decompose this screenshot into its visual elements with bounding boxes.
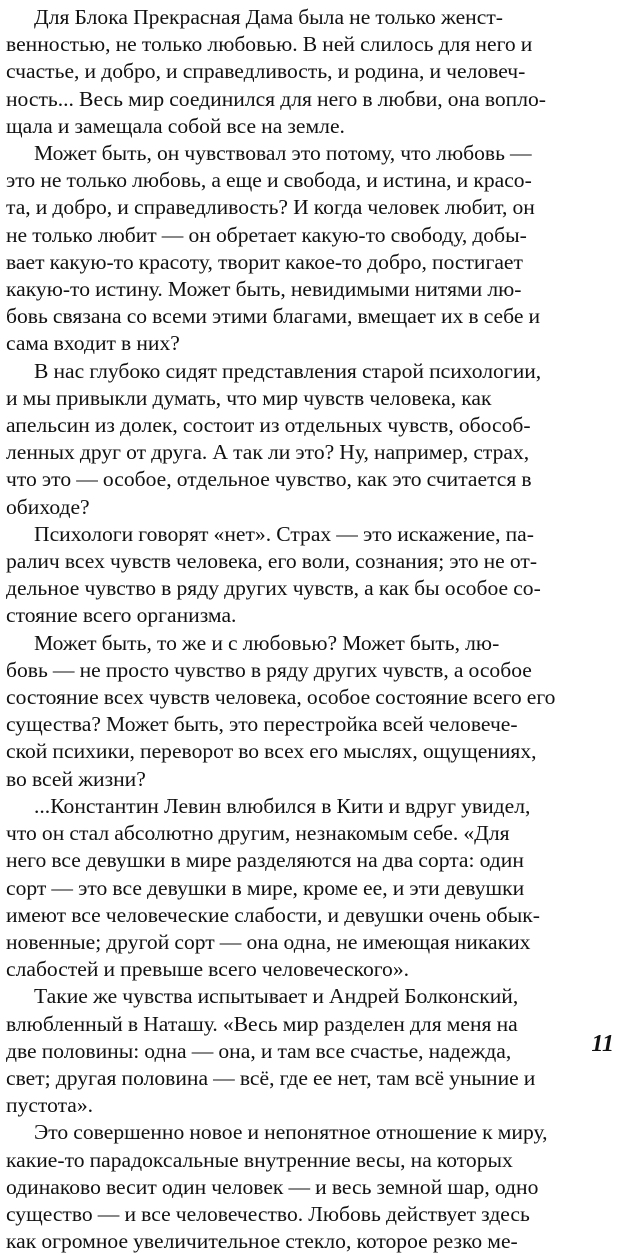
text-line: и мы привыкли думать, что мир чувств человека, как [6,385,492,410]
text-line: бовь — не просто чувство в ряду других чувств, а особое [6,657,532,682]
text-line: что он стал абсолютно другим, незнакомым себе. «Для [6,821,510,846]
text-line: какие-то парадоксальные внутренние весы, на которых [6,1147,513,1172]
text-line: ской психики, переворот во всех его мыслях, ощущениях, [6,739,537,764]
text-line: Для Блока Прекрасная Дама была не только женст- [34,5,503,29]
text-line: что это — особое, отдельное чувство, как это считается в [6,467,532,492]
document-page [6,4,610,1255]
text-line: свет; другая половина — всё, где ее нет, там всё уныние и [6,1065,536,1090]
text-line: апельсин из долек, состоит из отдельных чувств, обособ- [6,413,531,438]
paragraph-1 [6,4,610,140]
text-line: Это совершенно новое и непонятное отношение к миру, [34,1120,548,1145]
text-line: Психологи говорят «нет». Страх — это искажение, па- [34,521,534,546]
text-line: бовь связана со всеми этими благами, вмещает их в себе и [6,304,541,329]
text-line: венностью, не только любовью. В ней слилось для него и [6,32,533,57]
text-line: счастье, и добро, и справедливость, и родина, и человеч- [6,59,526,84]
text-line: него все девушки в мире разделяются на два сорта: один [6,848,524,873]
text-line: та, и добро, и справедливость? И когда человек любит, он [6,195,535,220]
paragraph-2 [6,140,610,358]
text-line: новенные; другой сорт — она одна, не имеющая никаких [6,929,531,954]
text-line: существа? Может быть, это перестройка всей человече- [6,712,518,737]
text-line: пустота». [6,1093,94,1118]
text-line: состояние всех чувств человека, особое состояние всего его [6,685,556,710]
text-line: это не только любовь, а еще и свобода, и истина, и красо- [6,168,532,193]
text-line: ралич всех чувств человека, его воли, сознания; это не от- [6,549,538,574]
text-line: слабостей и превыше всего человеческого». [6,957,410,982]
text-line: как огромное увеличительное стекло, которое резко ме- [6,1229,518,1254]
text-line: одинаково весит один человек — и весь земной шар, одно [6,1174,539,1199]
text-line: имеют все человеческие слабости, и девушки очень обык- [6,902,540,927]
text-line: какую-то истину. Может быть, невидимыми нитями лю- [6,277,522,302]
text-line: щала и замещала собой все на земле. [6,113,345,138]
paragraph-4 [6,521,610,630]
text-line: существо — и все человечество. Любовь действует здесь [6,1201,530,1226]
text-line: влюбленный в Наташу. «Весь мир разделен для меня на [6,1011,518,1036]
paragraph-3 [6,358,610,521]
text-line: ...Константин Левин влюбился в Кити и вдруг увидел, [34,793,531,818]
text-line: Может быть, то же и с любовью? Может быть, лю- [34,630,500,655]
text-line: Может быть, он чувствовал это потому, что любовь — [34,141,532,166]
text-line: дельное чувство в ряду других чувств, а как бы особое со- [6,576,541,601]
text-line: стояние всего организма. [6,603,237,628]
text-line: не только любит — он обретает какую-то свободу, добы- [6,222,527,247]
text-line: две половины: одна — она, и там все счастье, надежда, [6,1038,512,1063]
text-line: В нас глубоко сидят представления старой психологии, [34,358,542,383]
paragraph-8 [6,1119,610,1255]
page-number: 11 [591,1031,614,1057]
text-line: ность... Весь мир соединился для него в любви, она вопло- [6,86,547,111]
text-line: вает какую-то красоту, творит какое-то добро, постигает [6,249,523,274]
text-line: ленных друг от друга. А так ли это? Ну, например, страх, [6,440,530,465]
text-line: сама входит в них? [6,331,180,356]
text-line: обиходе? [6,494,90,519]
text-line: во всей жизни? [6,766,146,791]
text-line: Такие же чувства испытывает и Андрей Болконский, [34,984,519,1009]
text-line: сорт — это все девушки в мире, кроме ее, и эти девушки [6,875,525,900]
paragraph-7 [6,983,610,1119]
paragraph-5 [6,630,610,793]
paragraph-6 [6,793,610,983]
